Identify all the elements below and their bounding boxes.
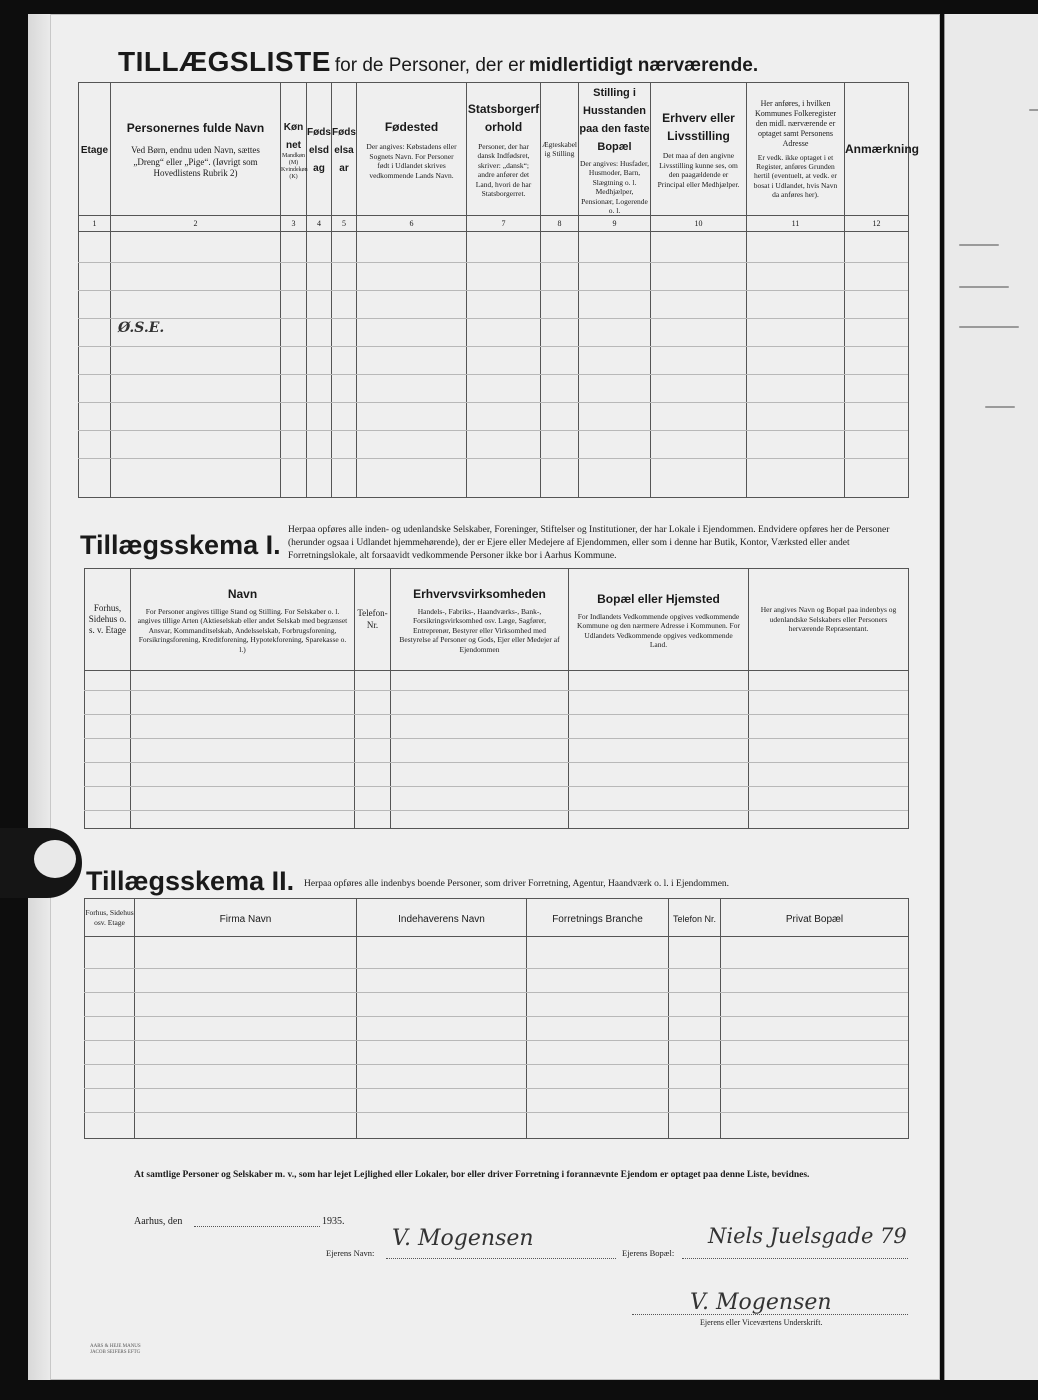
skema1-description: Herpaa opføres alle inden- og udenlandske Selskaber, Foreninger, Stiftelser og Institutioner, der har Lokale i Ejendommen. Endvidere opføres her de Personer (herunder ogsaa i Udlandet hjemmehørende), der er Ejere eller Medejere af Ejendommen, eller som i denne har Butik, Kontor, Værksted eller andet Forretningslokale, alt forsaavidt vedkommende Personer ikke bor i Aarhus Kommune. — [288, 525, 890, 561]
colnum-4: 4 — [307, 216, 332, 232]
skema1-title: Tillægsskema I. — [80, 530, 281, 560]
list-number-row — [79, 216, 909, 232]
skema1-header-row — [85, 569, 909, 671]
thumb-holding-page — [0, 828, 82, 898]
owner-name-line — [386, 1258, 616, 1259]
skema2-description: Herpaa opføres alle indenbys boende Personer, som driver Forretning, Agentur, Haandværk o. l. i Ejendommen. — [304, 879, 730, 889]
skema2-header-row — [85, 899, 909, 937]
s1-col-bopael: Bopæl eller Hjemsted For Indlandets Vedkommende opgives vedkommende Kommune og den nærmere Adresse i Kommunen. For Udlandets Vedkommende opgives vedkommende Land. — [569, 569, 749, 671]
col-household-header: Stilling i Husstanden paa den faste Bopæl Der angives: Husfader, Husmoder, Barn, Slægtning o. l. Medhjælper, Pensionær, Logerende o. l. — [579, 83, 651, 216]
owner-address-label: Ejerens Bopæl: — [622, 1248, 675, 1258]
s2-col-etage: Forhus, Sidehus osv. Etage — [85, 899, 135, 937]
owner-address-value: Niels Juelsgade 79 — [708, 1224, 907, 1248]
col-occupation-header: Erhverv eller Livsstilling Det maa af den angivne Livsstilling kunne ses, om den paagældende er Principal eller Medhjælper. — [651, 83, 747, 216]
skema2-table — [84, 898, 909, 1139]
s2-col-branche: Forretnings Branche — [527, 899, 669, 937]
colnum-6: 6 — [357, 216, 467, 232]
page-binding-edge — [28, 14, 51, 1380]
col-birthplace-header: Fødested Der angives: Købstadens eller Sognets Navn. For Personer født i Udlandet skrives vedkommende Lands Navn. — [357, 83, 467, 216]
date-line — [194, 1226, 320, 1227]
col-remarks-header: Anmærkning — [845, 83, 909, 216]
page-title — [118, 46, 898, 78]
declaration-text: At samtlige Personer og Selskaber m. v., som har lejet Lejlighed eller Lokaler, bor eller driver Forretning i forannævnte Ejendom er optaget paa denne Liste, bevidnes. — [134, 1170, 810, 1180]
col-registry-header: Her anføres, i hvilken Kommunes Folkeregister den midl. nærværende er optaget samt Personens Adresse Er vedk. ikke optaget i et Register, anføres Grunden hertil (eventuelt, at vedk. er bosat i Udlandet, hvis Navn da anføres her). — [747, 83, 845, 216]
colnum-7: 7 — [467, 216, 541, 232]
skema2-title: Tillægsskema II. — [86, 866, 295, 896]
year-label: 1935. — [322, 1216, 345, 1227]
title-bold-2: midlertidigt nærværende. — [529, 55, 759, 76]
col-gender-header: Kønnet Mandkøn (M) Kvindekøn (K) — [281, 83, 307, 216]
skema1-body — [85, 671, 909, 829]
colnum-5: 5 — [332, 216, 357, 232]
s2-col-firma: Firma Navn — [135, 899, 357, 937]
owner-address-line — [682, 1258, 908, 1259]
s2-col-telefon: Telefon Nr. — [669, 899, 721, 937]
colnum-2: 2 — [111, 216, 281, 232]
colnum-8: 8 — [541, 216, 579, 232]
printer-imprint: AARS & HEJE MANUS JACOB SEIFERS EFTG — [90, 1344, 141, 1355]
signature-line — [632, 1314, 908, 1315]
s1-col-telefon: Telefon-Nr. — [355, 569, 391, 671]
title-bold: TILLÆGSLISTE — [118, 46, 331, 77]
skema1-table — [84, 568, 909, 829]
colnum-3: 3 — [281, 216, 307, 232]
s1-col-erhverv: Erhvervsvirksomheden Handels-, Fabriks-, Haandværks-, Bank-, Forsikringsvirksomhed osv. Læge, Sagfører, Entreprenør, Bestyrer eller Virksomhed med Bestyrelse af Personer og Gods, Ejer eller Medejer af Ejendommen — [391, 569, 569, 671]
colnum-10: 10 — [651, 216, 747, 232]
owner-name-label: Ejerens Navn: — [326, 1248, 375, 1258]
colnum-1: 1 — [79, 216, 111, 232]
s1-col-navn: Navn For Personer angives tillige Stand og Stilling. For Selskaber o. l. angives tillige Arten (Aktieselskab eller andet Selskab med begrænset Ansvar, Kommanditselskab, Andelsselskab, Forbrugsforening, Forsikringsforening, Kreditforening, Hypotekforening, Sparekasse o. l.) — [131, 569, 355, 671]
col-marital-header: Ægteskabelig Stilling — [541, 83, 579, 216]
signature: V. Mogensen — [690, 1290, 832, 1315]
colnum-9: 9 — [579, 216, 651, 232]
col-birthday-header: Fødselsdag — [307, 83, 332, 216]
s2-col-indehaver: Indehaverens Navn — [357, 899, 527, 937]
col-citizenship-header: Statsborgerforhold Personer, der har dansk Indfødsret, skriver: „dansk“; andre anfører det Land, hvori de har Statsborgerret. — [467, 83, 541, 216]
s1-col-etage: Forhus, Sidehus o. s. v. Etage — [85, 569, 131, 671]
title-rest: for de Personer, der er — [334, 55, 525, 76]
list-entry-mark: Ø.S.E. — [118, 320, 165, 336]
s2-col-privat-bopael: Privat Bopæl — [721, 899, 909, 937]
city-date-label: Aarhus, den — [134, 1216, 183, 1227]
colnum-11: 11 — [747, 216, 845, 232]
list-header-row — [79, 83, 909, 216]
col-birthyear-header: Fødselsaar — [332, 83, 357, 216]
col-name-header: Personernes fulde Navn Ved Børn, endnu uden Navn, sættes „Dreng“ eller „Pige“. (Iøvrigt som Hovedlistens Rubrik 2) — [111, 83, 281, 216]
adjacent-page — [944, 14, 1038, 1380]
colnum-12: 12 — [845, 216, 909, 232]
col-etage-header: Etage — [79, 83, 111, 216]
signature-label: Ejerens eller Viceværtens Underskrift. — [700, 1318, 823, 1327]
skema2-body — [85, 937, 909, 1139]
s1-col-repraesentant: Her angives Navn og Bopæl paa indenbys og udenlandske Selskabers eller Personers herværende Repræsentant. — [749, 569, 909, 671]
owner-name-value: V. Mogensen — [392, 1226, 534, 1251]
